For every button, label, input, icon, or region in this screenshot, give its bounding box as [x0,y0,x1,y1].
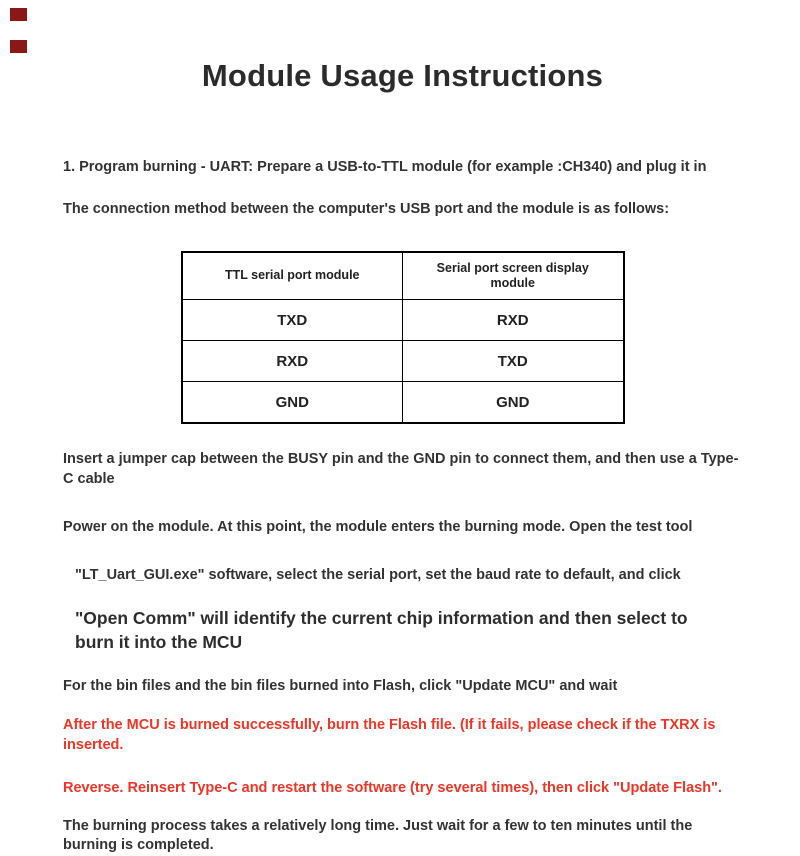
page-title: Module Usage Instructions [201,58,604,93]
table-cell: RXD [182,341,403,382]
paragraph-update-mcu: For the bin files and the bin files burned into Flash, click "Update MCU" and wait [63,677,618,694]
paragraph-power-on: Power on the module. At this point, the module enters the burning mode. Open the test tool [63,519,693,536]
connection-table [181,251,625,424]
table-row [182,341,624,382]
paragraph-software-setup: "LT_Uart_GUI.exe" software, select the serial port, set the baud rate to default, and click [75,566,681,583]
table-header-ttl-module: TTL serial port module [182,252,403,300]
paragraph-warning-flash-burn: After the MCU is burned successfully, burn the Flash file. (If it fails, please check if the TXRX is inserted. [63,717,716,753]
paragraph-connection-method: The connection method between the computer's USB port and the module is as follows: [63,200,670,217]
corner-artifact-mark-bottom [10,40,27,53]
paragraph-warning-reverse: Reverse. Reinsert Type-C and restart the software (try several times), then click "Update Flash". [63,780,722,797]
paragraph-open-comm: "Open Comm" will identify the current chip information and then select to burn it into the MCU [75,608,688,652]
table-cell: TXD [182,300,403,341]
paragraph-burning-duration: The burning process takes a relatively long time. Just wait for a few to ten minutes until the burning is completed. [63,817,693,854]
corner-artifact-mark-top [10,8,27,21]
document-body [63,0,742,856]
table-cell: GND [182,382,403,424]
table-row [182,300,624,341]
table-cell: GND [403,382,624,424]
paragraph-jumper-cap: Insert a jumper cap between the BUSY pin and the GND pin to connect them, and then use a Type-C cable [63,451,739,487]
table-cell: TXD [403,341,624,382]
paragraph-program-burning: 1. Program burning - UART: Prepare a USB-to-TTL module (for example :CH340) and plug it in [63,159,707,175]
table-header-row [182,252,624,300]
table-header-display-module: Serial port screen display module [403,252,624,300]
table-cell: RXD [403,300,624,341]
table-row [182,382,624,424]
